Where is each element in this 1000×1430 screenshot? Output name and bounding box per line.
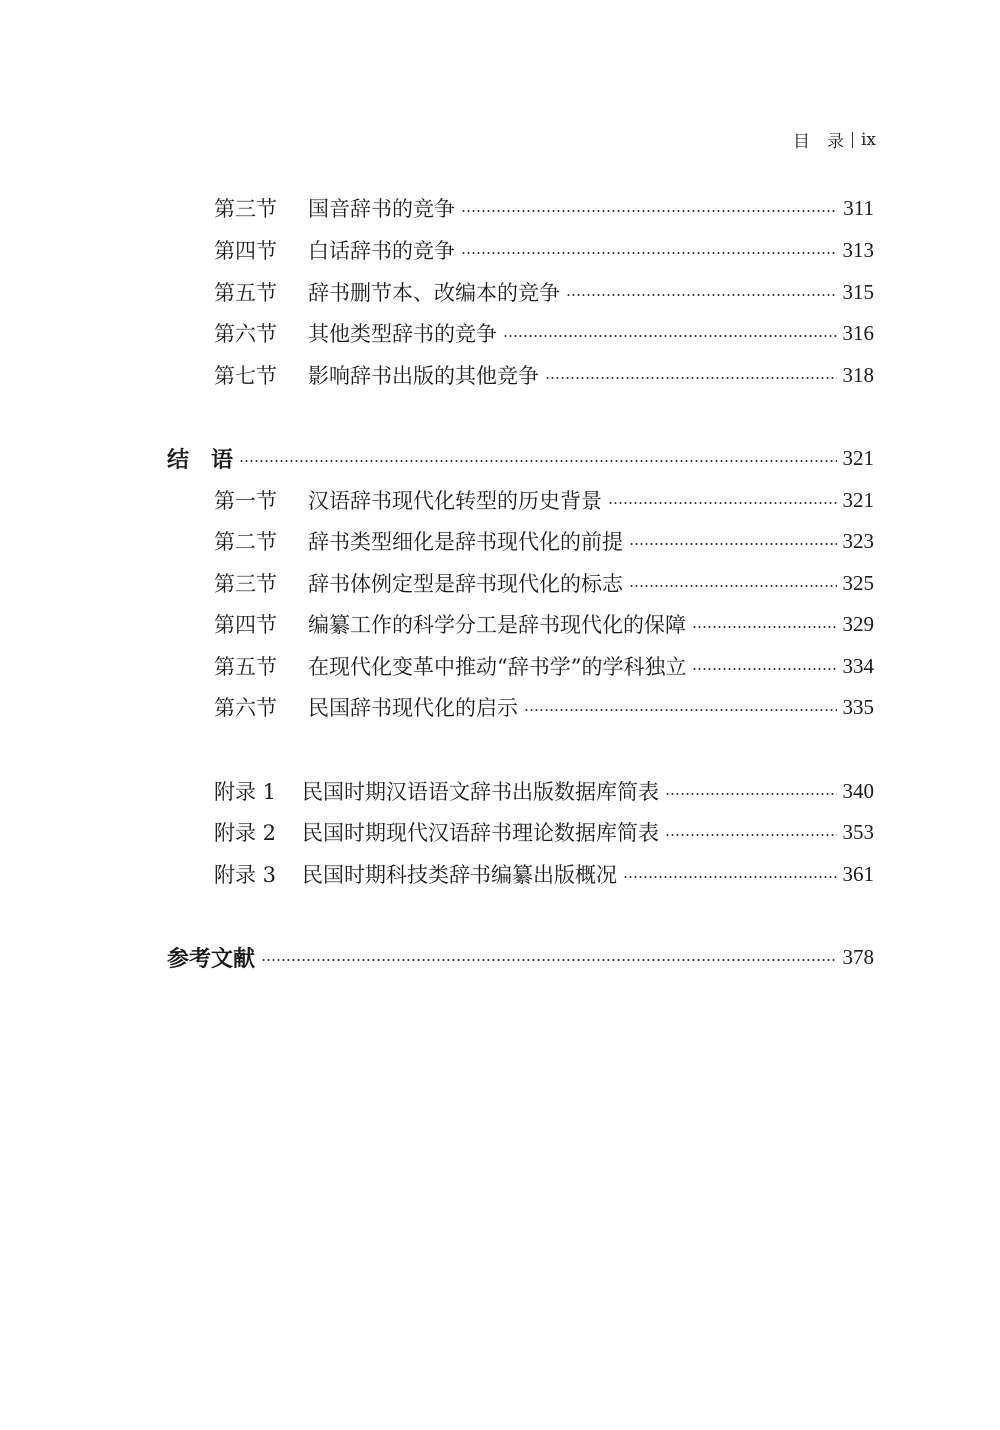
toc-entry-page: 315 [842,279,874,304]
toc-entry-title: 辞书体例定型是辞书现代化的标志 [308,572,623,596]
toc-appendix-number: 附录 2 [214,821,277,845]
toc-entry-number: 第六节 [214,322,277,346]
dot-leader [461,210,837,212]
toc-entry-page: 361 [842,861,874,886]
toc-entry-title: 其他类型辞书的竞争 [308,322,497,346]
toc-chapter-entry [0,942,1000,972]
toc-entry-page: 323 [842,528,874,553]
toc-entry-page: 321 [842,445,874,470]
toc-entry-title: 编纂工作的科学分工是辞书现代化的保障 [308,613,686,637]
toc-entry-number: 第四节 [214,239,277,263]
toc-chapter-title: 结 语 [167,446,234,473]
running-head [793,127,876,152]
toc-entry-title: 民国辞书现代化的启示 [308,696,518,720]
toc-entry [0,277,1000,307]
toc-entry-number: 第一节 [214,489,277,513]
toc-entry [0,692,1000,722]
dot-leader [239,460,836,462]
toc-entry-title: 民国时期现代汉语辞书理论数据库简表 [302,821,659,845]
toc-appendix-entry [0,776,1000,806]
toc-entry-title: 白话辞书的竞争 [308,239,455,263]
toc-entry [0,526,1000,556]
toc-entry-number: 第三节 [214,572,277,596]
toc-entry-page: 311 [843,195,874,220]
dot-leader [629,585,837,587]
toc-entry [0,193,1000,223]
dot-leader [665,834,837,836]
toc-entry-title: 民国时期汉语语文辞书出版数据库简表 [302,780,659,804]
dot-leader [524,709,837,711]
dot-leader [566,294,837,296]
dot-leader [461,252,837,254]
toc-chapter-title: 参考文献 [167,945,256,972]
toc-entry-page: 316 [842,320,874,345]
toc-entry-number: 第五节 [214,281,277,305]
toc-entry-number: 第七节 [214,364,277,388]
toc-entry [0,568,1000,598]
toc-entry-title: 汉语辞书现代化转型的历史背景 [308,489,602,513]
toc-appendix-number: 附录 3 [214,863,277,887]
dot-leader [692,668,836,670]
toc-entry-title: 影响辞书出版的其他竞争 [308,364,539,388]
toc-entry-number: 第二节 [214,530,277,554]
toc-entry-title: 国音辞书的竞争 [308,197,455,221]
toc-entry-page: 329 [842,611,874,636]
toc-entry [0,235,1000,265]
toc-entry-title: 辞书删节本、改编本的竞争 [308,281,560,305]
toc-entry-page: 321 [842,487,874,512]
toc-entry-title: 辞书类型细化是辞书现代化的前提 [308,530,623,554]
toc-entry-title: 民国时期科技类辞书编纂出版概况 [302,863,617,887]
toc-appendix-entry [0,859,1000,889]
toc-entry [0,651,1000,681]
toc-entry-page: 335 [842,694,874,719]
toc-entry [0,485,1000,515]
toc-entry-title: 在现代化变革中推动“辞书学”的学科独立 [308,655,687,679]
running-head-separator [852,132,853,148]
dot-leader [623,876,837,878]
running-head-page: ix [860,129,876,150]
dot-leader [629,543,837,545]
dot-leader [545,377,837,379]
toc-entry-number: 第三节 [214,197,277,221]
toc-entry-page: 325 [842,570,874,595]
toc-entry-number: 第五节 [214,655,277,679]
toc-appendix-entry [0,817,1000,847]
dot-leader [261,959,836,961]
toc-entry-page: 318 [842,362,874,387]
toc-entry [0,609,1000,639]
toc-entry-page: 378 [842,944,874,969]
toc-entry-number: 第四节 [214,613,277,637]
toc-chapter-entry [0,443,1000,473]
toc-entry-number: 第六节 [214,696,277,720]
dot-leader [503,335,837,337]
toc-entry-page: 334 [842,653,874,678]
toc-appendix-number: 附录 1 [214,780,277,804]
toc-entry-page: 340 [842,778,874,803]
dot-leader [665,793,837,795]
dot-leader [608,502,837,504]
toc-entry-page: 353 [842,819,874,844]
toc-entry [0,360,1000,390]
toc-entry-page: 313 [842,237,874,262]
dot-leader [692,626,837,628]
toc-entry [0,318,1000,348]
running-head-title: 目 录 [792,132,844,152]
